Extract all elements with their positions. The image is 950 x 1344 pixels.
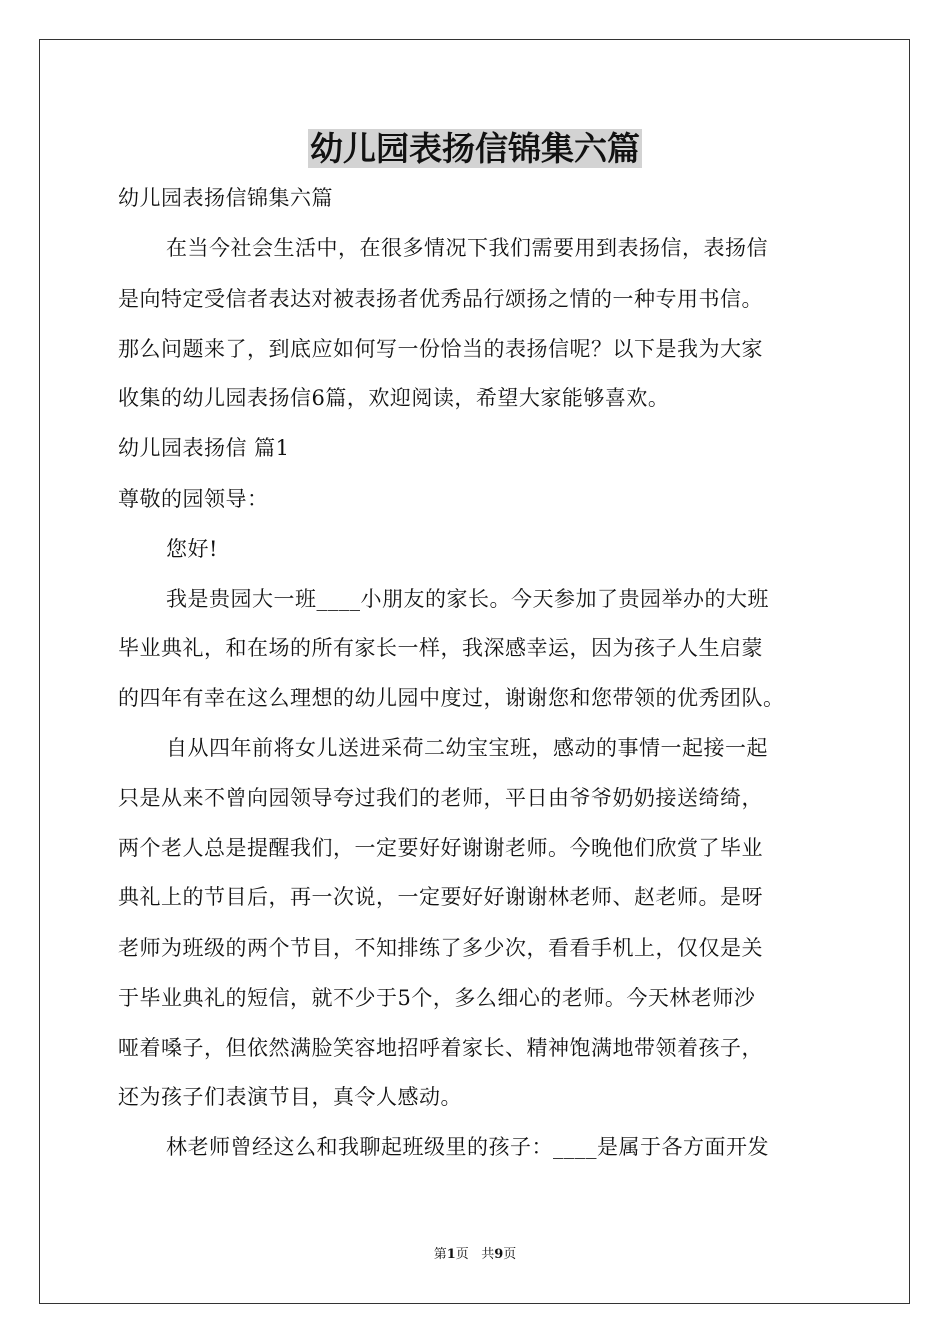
paragraph-line: 只是从来不曾向园领导夸过我们的老师，平日由爷爷奶奶接送绮绮， (118, 786, 763, 810)
page-border (39, 39, 910, 1304)
footer-page-total: 9 (494, 1247, 504, 1262)
paragraph-line: 收集的幼儿园表扬信6篇，欢迎阅读，希望大家能够喜欢。 (118, 386, 670, 410)
paragraph-line: 自从四年前将女儿送进采荷二幼宝宝班，感动的事情一起接一起 (166, 736, 768, 760)
paragraph-line: 毕业典礼，和在场的所有家长一样，我深感幸运，因为孩子人生启蒙 (118, 636, 763, 660)
paragraph-line: 那么问题来了，到底应如何写一份恰当的表扬信呢？以下是我为大家 (118, 337, 763, 361)
paragraph-line: 的四年有幸在这么理想的幼儿园中度过，谢谢您和您带领的优秀团队。 (118, 686, 785, 710)
paragraph-line: 老师为班级的两个节目，不知排练了多少次，看看手机上，仅仅是关 (118, 936, 763, 960)
paragraph-line: 两个老人总是提醒我们，一定要好好谢谢老师。今晚他们欣赏了毕业 (118, 836, 763, 860)
paragraph-line: 哑着嗓子，但依然满脸笑容地招呼着家长、精神饱满地带领着孩子， (118, 1036, 763, 1060)
footer-page-mid: 页 共 (455, 1247, 495, 1262)
paragraph-line: 林老师曾经这么和我聊起班级里的孩子：____是属于各方面开发 (166, 1135, 769, 1159)
paragraph-line: 我是贵园大一班____小朋友的家长。今天参加了贵园举办的大班 (166, 587, 769, 611)
paragraph-line: 在当今社会生活中，在很多情况下我们需要用到表扬信，表扬信 (166, 236, 768, 260)
salutation-line: 尊敬的园领导： (118, 487, 269, 511)
paragraph-line: 是向特定受信者表达对被表扬者优秀品行颂扬之情的一种专用书信。 (118, 287, 763, 311)
greeting-line: 您好! (166, 537, 218, 561)
paragraph-line: 典礼上的节目后，再一次说，一定要好好谢谢林老师、赵老师。是呀 (118, 885, 763, 909)
document-title (0, 127, 950, 171)
footer-page-prefix: 第 (433, 1247, 447, 1262)
paragraph-line: 还为孩子们表演节目，真令人感动。 (118, 1085, 462, 1109)
footer-page-current: 1 (446, 1247, 456, 1262)
footer-page-suffix: 页 (503, 1247, 517, 1262)
subtitle-line: 幼儿园表扬信锦集六篇 (118, 186, 333, 210)
document-title-text: 幼儿园表扬信锦集六篇 (310, 129, 640, 168)
paragraph-line: 于毕业典礼的短信，就不少于5个，多么细心的老师。今天林老师沙 (118, 986, 756, 1010)
section-heading: 幼儿园表扬信 篇1 (118, 436, 290, 460)
page-footer (0, 1246, 950, 1264)
